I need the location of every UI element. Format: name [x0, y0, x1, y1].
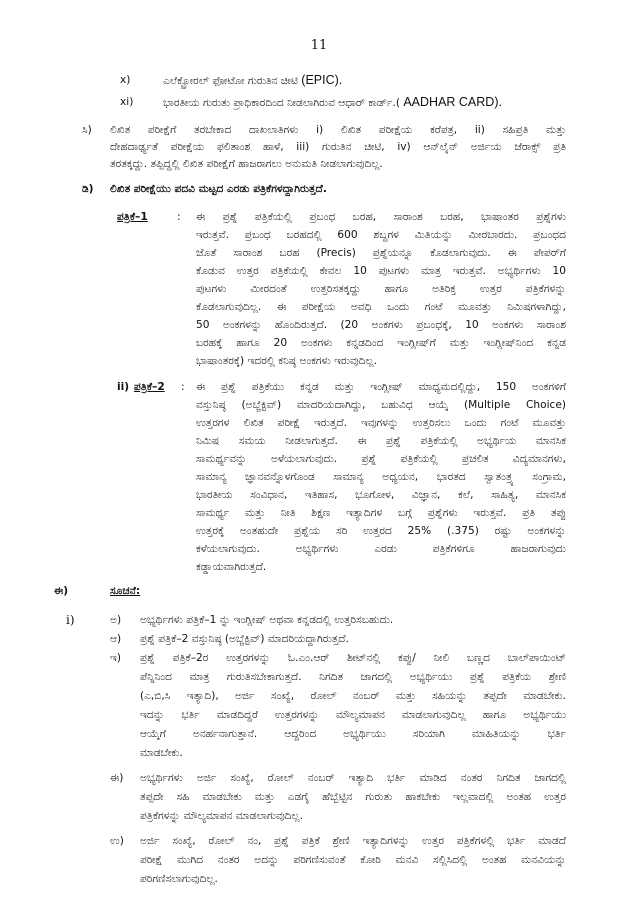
- note-i-marker: i): [66, 613, 75, 627]
- list-marker-xi: xi): [120, 96, 134, 108]
- paper1-line: ಭಾಷಾಂತರಕ್ಕೆ) ಇದರಲ್ಲಿ ಕನಿಷ್ಠ ಅಂಕಗಳು ಇರುವುದಿಲ್ಲ.: [196, 355, 377, 367]
- note-omr-line: ಪ್ರಶ್ನೆ ಪತ್ರಿಕೆ–2ರ ಉತ್ತರಗಳನ್ನು ಓ.ಎಂ.ಆರ್ ಶೀಟ್‌ನಲ್ಲಿ ಕಪ್ಪು/ ನೀಲಿ ಬಣ್ಣದ ಬಾಲ್‌ಪಾಯಿಂಟ್: [140, 652, 566, 664]
- section-c-marker: ಸಿ): [82, 124, 92, 136]
- note-omr-line: ಆಯ್ಕೆಗೆ ಅನರ್ಹನಾಗುತ್ತಾನೆ. ಆದ್ದರಿಂದ ಅಭ್ಯರ್ಥಿಯು ಸರಿಯಾಗಿ ಮಾಹಿತಿಯನ್ನು ಭರ್ತಿ: [140, 728, 566, 740]
- list-item-x-latin: (EPIC).: [301, 73, 343, 87]
- note-omr-line: (ಎ,ಬಿ,ಸಿ ಇತ್ಯಾದಿ), ಅರ್ಜಿ ಸಂಖ್ಯೆ, ರೋಲ್ ನಂಬರ್ ಮತ್ತು ಸಹಿಯನ್ನು ತಪ್ಪದೇ ಮಾಡಬೇಕು.: [140, 690, 566, 702]
- note-sign-line: ತಪ್ಪದೇ ಸಹಿ ಮಾಡಬೇಕು ಮತ್ತು ಎಡಗೈ ಹೆಬ್ಬೆಟ್ಟಿನ ಗುರುತು ಹಾಕಬೇಕು ಇಲ್ಲವಾದಲ್ಲಿ ಅಂತಹ ಉತ್ತರ: [140, 791, 566, 803]
- paper2-line: ವಸ್ತುನಿಷ್ಠ (ಅಬ್ಜೆಕ್ಟಿವ್) ಮಾದರಿಯದಾಗಿದ್ದು, ಬಹುವಿಧ ಆಯ್ಕೆ (Multiple Choice): [196, 399, 566, 411]
- paper1-line: ಬರಹಕ್ಕೆ ಹಾಗೂ 20 ಅಂಕಗಳು ಕನ್ನಡದಿಂದ ಇಂಗ್ಲೀಷ್‌ಗೆ ಮತ್ತು ಇಂಗ್ಲೀಷ್‌ನಿಂದ ಕನ್ನಡ: [196, 337, 566, 349]
- section-c-line: ಲಿಖಿತ ಪರೀಕ್ಷೆಗೆ ತರಬೇಕಾದ ದಾಖಲಾತಿಗಳು i) ಲಿಖಿತ ಪರೀಕ್ಷೆಯ ಕರೆಪತ್ರ, ii) ಸಹಿಪ್ರತಿ ಮತ್ತು: [110, 124, 566, 136]
- paper2-line: ಭಾರತೀಯ ಸಂವಿಧಾನ, ಇತಿಹಾಸ, ಭೂಗೋಳ, ವಿಜ್ಞಾನ, ಕಲೆ, ಸಾಹಿತ್ಯ, ಮಾನಸಿಕ: [196, 489, 566, 501]
- list-item-x-text: ಎಲೆಕ್ಟ್ರೋರಲ್ ಫೋಟೋ ಗುರುತಿನ ಚೀಟಿ: [163, 75, 298, 87]
- paper2-line: ಸಾಮರ್ಥ್ಯ ಮತ್ತು ನೀತಿ ಶಿಕ್ಷಣ ಇತ್ಯಾದಿಗಳ ಬಗ್ಗೆ ಪ್ರಶ್ನೆಗಳು ಇರುತ್ತವೆ. ಪ್ರತಿ ತಪ್ಪು: [196, 507, 566, 519]
- note-u-line: ಪರೀಕ್ಷೆ ಮುಗಿದ ನಂತರ ಅದನ್ನು ಪರಿಗಣಿಸುವಂತೆ ಕೋರಿ ಮನವಿ ಸಲ್ಲಿಸಿದಲ್ಲಿ ಅಂತಹ ಮನವಿಯನ್ನು: [140, 854, 566, 866]
- note-sign-line: ಅಭ್ಯರ್ಥಿಗಳು ಅರ್ಜಿ ಸಂಖ್ಯೆ, ರೋಲ್ ನಂಬರ್ ಇತ್ಯಾದಿ ಭರ್ತಿ ಮಾಡಿದ ನಂತರ ನಿಗದಿತ ಜಾಗದಲ್ಲಿ: [140, 772, 566, 784]
- list-item-xi: [163, 95, 502, 110]
- note-a-text: ಅಭ್ಯರ್ಥಿಗಳು ಪತ್ರಿಕೆ–1 ನ್ನು ಇಂಗ್ಲೀಷ್ ಅಥವಾ ಕನ್ನಡದಲ್ಲಿ ಉತ್ತರಿಸಬಹುದು.: [140, 614, 394, 626]
- note-a-marker: ಅ): [110, 614, 122, 626]
- paper1-line: ಕೊಡುವ ಉತ್ತರ ಪತ್ರಿಕೆಯಲ್ಲಿ ಕೇವಲ 10 ಪುಟಗಳು ಮಾತ್ರ ಇರುತ್ತವೆ. ಅಭ್ಯರ್ಥಿಗಳು 10: [196, 265, 566, 277]
- paper1-line: ಪುಟಗಳು ಮೀರದಂತೆ ಉತ್ತರಿಸತಕ್ಕದ್ದು ಹಾಗೂ ಅತಿರಿಕ್ತ ಉತ್ತರ ಪತ್ರಿಕೆಗಳನ್ನು: [196, 283, 566, 295]
- note-u-line: ಅರ್ಜಿ ಸಂಖ್ಯೆ, ರೋಲ್ ನಂ, ಪ್ರಶ್ನೆ ಪತ್ರಿಕೆ ಶ್ರೇಣಿ ಇತ್ಯಾದಿಗಳನ್ನು ಉತ್ತರ ಪತ್ರಿಕೆಗಳಲ್ಲಿ ಭರ್ತಿ ಮಾಡದೆ: [140, 835, 566, 847]
- paper2-line: ಕಡ್ಡಾಯವಾಗಿರುತ್ತದೆ.: [196, 561, 267, 573]
- paper1-line: 50 ಅಂಕಗಳನ್ನು ಹೊಂದಿರುತ್ತದೆ. (20 ಅಂಕಗಳು ಪ್ರಬಂಧಕ್ಕೆ, 10 ಅಂಕಗಳು ಸಾರಾಂಶ: [196, 319, 566, 331]
- paper2-line: ಕಳೆಯಲಾಗುವುದು. ಅಭ್ಯರ್ಥಿಗಳು ಎರಡು ಪತ್ರಿಕೆಗಳಿಗೂ ಹಾಜರಾಗುವುದು: [196, 543, 566, 555]
- paper1-label: ಪತ್ರಿಕೆ–1: [117, 211, 148, 223]
- paper1-line: ಜೊತೆ ಸಾರಾಂಶ ಬರಹ (Precis) ಪ್ರಶ್ನೆಯನ್ನೂ ಕೊಡಲಾಗುವುದು. ಈ ಪೇಪರ್‌ಗೆ: [196, 247, 566, 259]
- note-omr-marker: ಇ): [110, 652, 122, 664]
- note-omr-line: ಪೆನ್ನಿನಿಂದ ಮಾತ್ರ ಗುರುತಿಸಬೇಕಾಗುತ್ತದೆ. ನಿಗದಿತ ಜಾಗದಲ್ಲಿ ಅಭ್ಯರ್ಥಿಯು ಪ್ರಶ್ನೆ ಪತ್ರಿಕೆಯ ಶ್ರೇಣಿ: [140, 671, 566, 683]
- paper1-line: ಇರುತ್ತವೆ. ಪ್ರಬಂಧ ಬರಹದಲ್ಲಿ 600 ಶಬ್ದಗಳ ಮಿತಿಯನ್ನು ಮೀರಬಾರದು. ಪ್ರಬಂಧದ: [196, 229, 566, 241]
- paper2-colon: :: [181, 381, 185, 393]
- note-u-line: ಪರಿಗಣಿಸಲಾಗುವುದಿಲ್ಲ.: [140, 873, 218, 885]
- paper2-line: ಸಾಮರ್ಥ್ಯವನ್ನು ಅಳೆಯಲಾಗುವುದು. ಪ್ರಶ್ನೆ ಪತ್ರಿಕೆಯಲ್ಲಿ ಪ್ರಚಲಿತ ವಿದ್ಯಮಾನಗಳು,: [196, 453, 566, 465]
- note-sign-marker: ಈ): [110, 772, 124, 784]
- section-c-line: ದೇಹದಾರ್ಢ್ಯತೆ ಪರೀಕ್ಷೆಯ ಫಲಿತಾಂಶ ಹಾಳೆ, iii) ಗುರುತಿನ ಚೀಟಿ, iv) ಆನ್‌ಲೈನ್ ಅರ್ಜಿಯ ಜೆರಾಕ್ಸ್ ಪ್ರತಿ: [110, 141, 566, 153]
- paper1-line: ಈ ಪ್ರಶ್ನೆ ಪತ್ರಿಕೆಯಲ್ಲಿ ಪ್ರಬಂಧ ಬರಹ, ಸಾರಾಂಶ ಬರಹ, ಭಾಷಾಂತರ ಪ್ರಶ್ನೆಗಳು: [196, 211, 566, 223]
- notes-marker: ಈ): [54, 585, 69, 597]
- note-sign-line: ಪತ್ರಿಕೆಗಳನ್ನು ಮೌಲ್ಯಮಾಪನ ಮಾಡಲಾಗುವುದಿಲ್ಲ.: [140, 810, 304, 822]
- paper2-line: ನಿಮಿಷ ಸಮಯ ನೀಡಲಾಗುತ್ತದೆ. ಈ ಪ್ರಶ್ನೆ ಪತ್ರಿಕೆಯಲ್ಲಿ ಅಭ್ಯರ್ಥಿಯ ಮಾನಸಿಕ: [196, 435, 566, 447]
- section-c-line: ತರತಕ್ಕದ್ದು. ತಪ್ಪಿದ್ದಲ್ಲಿ ಲಿಖಿತ ಪರೀಕ್ಷೆಗೆ ಹಾಜರಾಗಲು ಅನುಮತಿ ನೀಡಲಾಗುವುದಿಲ್ಲ.: [110, 158, 383, 170]
- list-marker-x: x): [120, 74, 131, 86]
- note-omr-line: ಮಾಡಬೇಕು.: [140, 747, 183, 759]
- note-u-marker: ಉ): [110, 835, 124, 847]
- paper2-label: ಪತ್ರಿಕೆ–2: [134, 381, 165, 393]
- page-number: 11: [310, 38, 328, 53]
- note-aa-marker: ಆ): [110, 633, 122, 645]
- list-item-xi-latin: AADHAR CARD).: [403, 95, 502, 109]
- section-d-marker: ಡಿ): [82, 183, 94, 195]
- note-aa-text: ಪ್ರಶ್ನೆ ಪತ್ರಿಕೆ–2 ವಸ್ತುನಿಷ್ಠ (ಅಬ್ಜೆಕ್ಟಿವ್) ಮಾದರಿಯದ್ದಾಗಿರುತ್ತದೆ.: [140, 633, 349, 645]
- note-omr-line: ಇದನ್ನು ಭರ್ತಿ ಮಾಡದಿದ್ದರೆ ಉತ್ತರಗಳನ್ನು ಮೌಲ್ಯಮಾಪನ ಮಾಡಲಾಗುವುದಿಲ್ಲ ಹಾಗೂ ಅಭ್ಯರ್ಥಿಯು: [140, 709, 566, 721]
- list-item-x: [163, 73, 342, 88]
- paper2-line: ಸಾಮಾನ್ಯ ಜ್ಞಾನವನ್ನೊಳಗೊಂಡ ಸಾಮಾನ್ಯ ಅಧ್ಯಯನ, ಭಾರತದ ಸ್ವಾತಂತ್ರ್ಯ ಸಂಗ್ರಾಮ,: [196, 471, 566, 483]
- list-item-xi-text: ಭಾರತೀಯ ಗುರುತು ಪ್ರಾಧಿಕಾರದಿಂದ ನೀಡಲಾಗಿರುವ ಆಧಾರ್ ಕಾರ್ಡ್.(: [163, 97, 400, 109]
- paper2-line: ಉತ್ತರಕ್ಕೆ ಅಂತಹುದೇ ಪ್ರಶ್ನೆಯ ಸರಿ ಉತ್ತರದ 25% (.375) ರಷ್ಟು ಅಂಕಗಳನ್ನು: [196, 525, 566, 537]
- paper2-line: ಈ ಪ್ರಶ್ನೆ ಪತ್ರಿಕೆಯು ಕನ್ನಡ ಮತ್ತು ಇಂಗ್ಲೀಷ್ ಮಾಧ್ಯಮದಲ್ಲಿದ್ದು, 150 ಅಂಕಗಳಿಗೆ: [196, 381, 566, 393]
- paper1-colon: :: [177, 211, 181, 223]
- paper1-line: ಕೊಡಲಾಗುವುದಿಲ್ಲ. ಈ ಪರೀಕ್ಷೆಯ ಅವಧಿ ಒಂದು ಗಂಟೆ ಮೂವತ್ತು ನಿಮಿಷಗಳಾಗಿದ್ದು,: [196, 301, 566, 313]
- section-d-heading: ಲಿಖಿತ ಪರೀಕ್ಷೆಯು ಪದವಿ ಮಟ್ಟದ ಎರಡು ಪತ್ರಿಕೆಗಳದ್ದಾಗಿರುತ್ತದೆ.: [110, 183, 327, 195]
- paper2-marker: ii): [117, 381, 130, 393]
- paper2-line: ಉತ್ತರಗಳ ಲಿಖಿತ ಪರೀಕ್ಷೆ ಇರುತ್ತದೆ. ಇವುಗಳನ್ನು ಉತ್ತರಿಸಲು ಒಂದು ಗಂಟೆ ಮೂವತ್ತು: [196, 417, 566, 429]
- notes-heading: ಸೂಚನೆ:: [110, 585, 141, 597]
